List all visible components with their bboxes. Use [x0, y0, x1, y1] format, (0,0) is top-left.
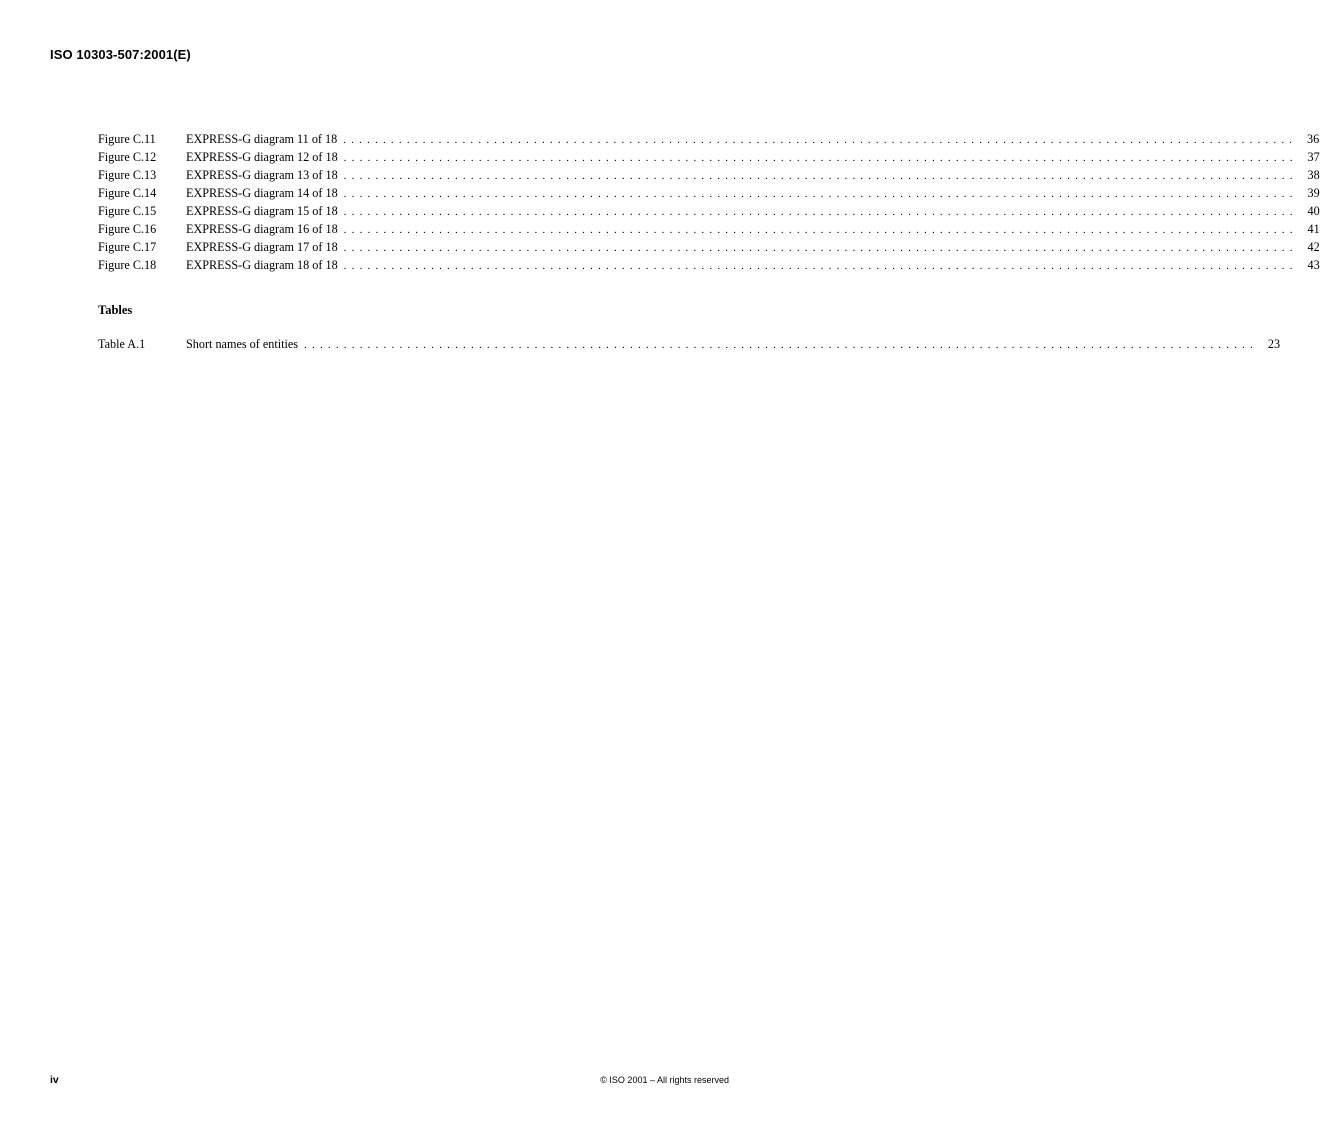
toc-entry-figure-c16[interactable] [98, 220, 1320, 238]
toc-entry-title: EXPRESS-G diagram 13 of 18 [186, 168, 338, 182]
toc-entry-title: Short names of entities [186, 337, 299, 351]
toc-entry-title: EXPRESS-G diagram 17 of 18 [186, 240, 338, 254]
toc-entry-figure-c11[interactable] [98, 130, 1320, 148]
document-header: ISO 10303-507:2001(E) [50, 47, 191, 62]
list-of-figures [98, 130, 1320, 274]
toc-entry-title: EXPRESS-G diagram 14 of 18 [186, 186, 338, 200]
dot-leader: ........................................................................................................................ [304, 339, 1259, 351]
toc-entry-page: 43 [1307, 258, 1320, 272]
tables-heading: Tables [98, 303, 133, 317]
toc-entry-title: EXPRESS-G diagram 11 of 18 [186, 132, 338, 146]
dot-leader: ........................................................................................................................ [343, 260, 1298, 272]
page-number: iv [50, 1074, 59, 1086]
toc-entry-figure-c17[interactable] [98, 238, 1320, 256]
toc-entry-figure-c13[interactable] [98, 166, 1320, 184]
toc-entry-label: Figure C.11 [98, 132, 156, 146]
dot-leader: ........................................................................................................................ [343, 134, 1298, 146]
toc-entry-title: EXPRESS-G diagram 18 of 18 [186, 258, 338, 272]
toc-entry-label: Figure C.15 [98, 204, 157, 218]
toc-entry-label: Figure C.17 [98, 240, 157, 254]
toc-entry-figure-c12[interactable] [98, 148, 1320, 166]
toc-entry-page: 23 [1267, 337, 1281, 351]
dot-leader: ........................................................................................................................ [343, 206, 1298, 218]
dot-leader: ........................................................................................................................ [343, 188, 1298, 200]
toc-entry-figure-c14[interactable] [98, 184, 1320, 202]
toc-entry-page: 41 [1307, 222, 1320, 236]
toc-entry-page: 37 [1307, 150, 1320, 164]
toc-entry-page: 38 [1307, 168, 1320, 182]
toc-entry-label: Figure C.12 [98, 150, 157, 164]
toc-entry-figure-c18[interactable] [98, 256, 1320, 274]
toc-entry-label: Figure C.18 [98, 258, 157, 272]
toc-entry-table-a1[interactable] [98, 335, 1281, 353]
toc-entry-label: Figure C.16 [98, 222, 157, 236]
dot-leader: ........................................................................................................................ [343, 242, 1298, 254]
dot-leader: ........................................................................................................................ [343, 152, 1298, 164]
toc-entry-title: EXPRESS-G diagram 16 of 18 [186, 222, 338, 236]
toc-entry-figure-c15[interactable] [98, 202, 1320, 220]
dot-leader: ........................................................................................................................ [343, 170, 1298, 182]
toc-entry-page: 39 [1307, 186, 1320, 200]
toc-entry-label: Table A.1 [98, 337, 146, 351]
toc-entry-title: EXPRESS-G diagram 12 of 18 [186, 150, 338, 164]
dot-leader: ........................................................................................................................ [343, 224, 1298, 236]
toc-entry-page: 40 [1307, 204, 1320, 218]
toc-entry-label: Figure C.14 [98, 186, 157, 200]
toc-entry-page: 42 [1307, 240, 1320, 254]
toc-entry-title: EXPRESS-G diagram 15 of 18 [186, 204, 338, 218]
toc-entry-label: Figure C.13 [98, 168, 157, 182]
copyright-notice: © ISO 2001 – All rights reserved [600, 1075, 729, 1085]
toc-entry-page: 36 [1307, 132, 1320, 146]
list-of-tables [98, 335, 1281, 353]
